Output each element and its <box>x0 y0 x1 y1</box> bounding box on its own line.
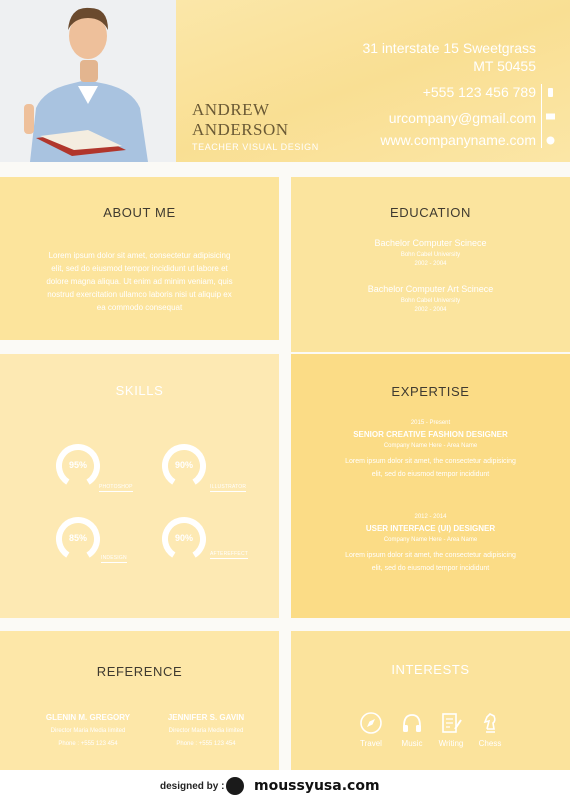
skills-heading: SKILLS <box>115 383 164 398</box>
years: 2002 - 2004 <box>414 307 447 313</box>
interests-heading: INTERESTS <box>391 662 470 677</box>
skill-name: ILLUSTRATOR <box>210 484 247 490</box>
first-name: ANDREW <box>192 100 270 119</box>
profile-photo <box>0 0 176 162</box>
school: Bohn Cabel University <box>400 252 461 258</box>
period: 2012 - 2014 <box>414 514 447 520</box>
about-line: ea commodo consequat <box>96 303 183 312</box>
description: Lorem ipsum dolor sit amet, the consectetur adipisicing <box>345 458 516 465</box>
education-item <box>291 237 570 269</box>
contact-icons <box>541 84 559 148</box>
skill-gauge <box>55 516 101 562</box>
skill-name: INDESIGN <box>101 555 127 561</box>
education-heading: EDUCATION <box>390 205 471 220</box>
site-name[interactable]: moussyusa.com <box>254 778 380 794</box>
phone-icon <box>546 88 555 97</box>
writing-icon <box>439 711 463 735</box>
company: Company Name Here - Area Name <box>383 443 478 449</box>
description: Lorem ipsum dolor sit amet, the consectetur adipisicing <box>345 552 516 559</box>
interest-label: Travel <box>360 739 382 748</box>
about-panel <box>0 177 279 340</box>
phone-number: +555 123 456 789 <box>422 84 536 100</box>
reference-role: Director Maria Media limited <box>50 728 126 734</box>
interest-chess <box>472 711 508 748</box>
last-name: ANDERSON <box>192 120 289 139</box>
headphones-icon <box>400 711 424 735</box>
skill-gauge <box>161 443 207 489</box>
expertise-panel <box>291 354 570 618</box>
footer-banner <box>0 770 570 800</box>
about-text <box>0 249 279 314</box>
about-line: elit, sed do eiusmod tempor incididunt ut labore et <box>51 264 228 273</box>
skill-percent: 90% <box>174 533 193 543</box>
interest-label: Music <box>401 739 423 748</box>
skill-gauge <box>55 443 101 489</box>
mail-icon <box>546 112 555 121</box>
email-address[interactable]: urcompany@gmail.com <box>388 110 536 126</box>
skills-panel <box>0 354 279 618</box>
address-line-1: 31 interstate 15 Sweetgrass <box>362 40 536 56</box>
skill-percent: 85% <box>68 533 87 543</box>
candidate-name <box>192 100 362 140</box>
role: SENIOR CREATIVE FASHION DESIGNER <box>353 430 508 439</box>
interest-travel <box>353 711 389 748</box>
website-url[interactable]: www.companyname.com <box>380 132 536 148</box>
reference-role: Director Maria Media limited <box>168 728 244 734</box>
chess-knight-icon <box>478 711 502 735</box>
education-item <box>291 283 570 315</box>
interests-panel <box>291 631 570 770</box>
about-line: nostrud exercitation ullamco laboris nisi ut aliquip ex <box>47 290 232 299</box>
reference-person <box>136 712 276 750</box>
compass-icon <box>359 711 383 735</box>
reference-phone: Phone : +555 123 454 <box>58 741 118 747</box>
about-line: dolore magna aliqua. Ut enim ad minim veniam, quis <box>46 277 233 286</box>
reference-phone: Phone : +555 123 454 <box>176 741 236 747</box>
description: elit, sed do eiusmod tempor incididunt <box>371 471 490 478</box>
degree: Bachelor Computer Art Scinece <box>367 284 494 294</box>
about-line: Lorem ipsum dolor sit amet, consectetur adipisicing <box>48 251 231 260</box>
period: 2015 - Present <box>410 420 451 426</box>
designed-by-label: designed by : <box>160 781 225 792</box>
skill-name: AFTEREFFECT <box>210 551 249 557</box>
expertise-item <box>291 417 570 481</box>
role: USER INTERFACE (UI) DESIGNER <box>365 524 496 533</box>
interest-label: Chess <box>478 739 502 748</box>
interest-music <box>394 711 430 748</box>
reference-heading: REFERENCE <box>96 664 183 679</box>
education-panel <box>291 177 570 352</box>
skill-gauge <box>161 516 207 562</box>
reference-name: JENNIFER S. GAVIN <box>167 713 245 722</box>
reference-panel <box>0 631 279 770</box>
globe-icon <box>546 136 555 145</box>
description: elit, sed do eiusmod tempor incididunt <box>371 565 490 572</box>
company: Company Name Here - Area Name <box>383 537 478 543</box>
school: Bohn Cabel University <box>400 298 461 304</box>
skill-name: PHOTOSHOP <box>99 484 133 490</box>
interest-writing <box>433 711 469 748</box>
expertise-heading: EXPERTISE <box>391 384 470 399</box>
about-heading: ABOUT ME <box>103 205 176 220</box>
expertise-item <box>291 511 570 575</box>
skill-percent: 90% <box>174 460 193 470</box>
site-logo-icon <box>226 777 244 795</box>
interest-label: Writing <box>438 739 464 748</box>
skill-percent: 95% <box>68 460 87 470</box>
reference-name: GLENIN M. GREGORY <box>45 713 131 722</box>
job-title: TEACHER VISUAL DESIGN <box>192 142 319 152</box>
address-line-2: MT 50455 <box>473 58 536 74</box>
degree: Bachelor Computer Scinece <box>374 238 487 248</box>
years: 2002 - 2004 <box>414 261 447 267</box>
